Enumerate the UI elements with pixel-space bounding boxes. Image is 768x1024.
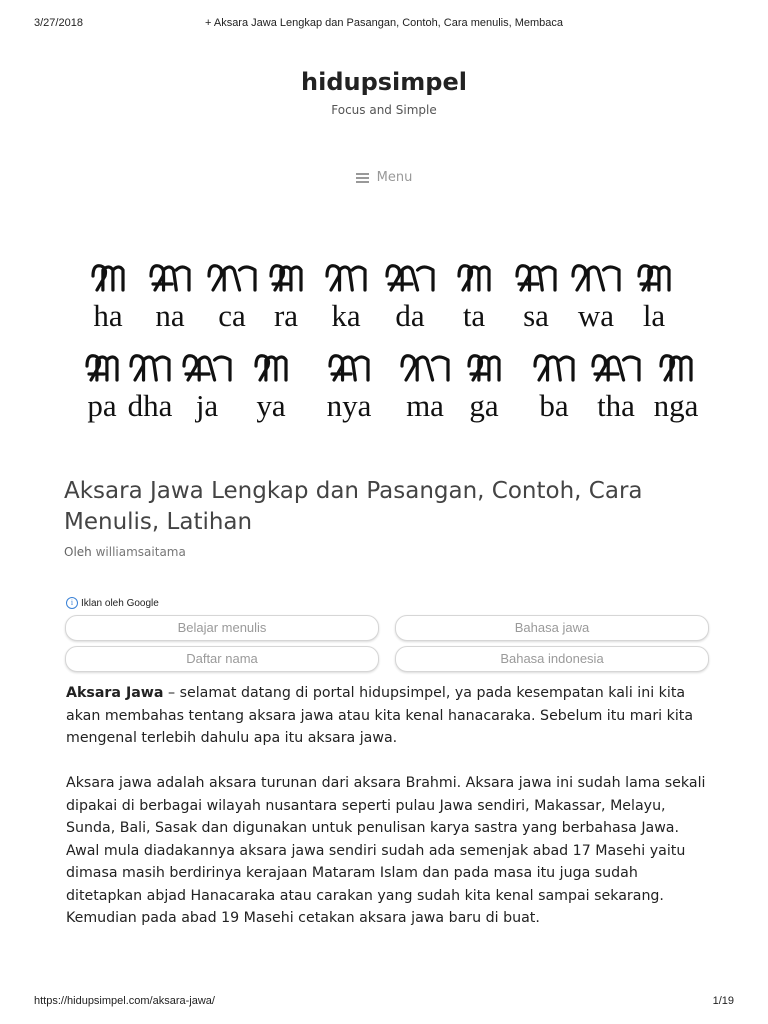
latin-syllable-ya: ya <box>256 388 286 423</box>
latin-syllable-tha: tha <box>597 388 635 423</box>
javanese-glyph-ba <box>535 356 573 380</box>
ad-button-bahasa-indonesia[interactable]: Bahasa indonesia <box>395 646 709 672</box>
javanese-glyph-ha <box>93 266 123 290</box>
javanese-glyph-ka <box>327 266 365 290</box>
javanese-glyph-nga <box>661 356 691 380</box>
latin-syllable-ma: ma <box>406 388 444 423</box>
ad-button-daftar-nama[interactable]: Daftar nama <box>65 646 379 672</box>
paragraph-intro-text: – selamat datang di portal hidupsimpel, ya pada kesempatan kali ini kita akan membahas tentang aksara jawa atau kita kenal hanacaraka. Sebelum itu mari kita mengenal terlebih dahulu apa itu aksara jawa. <box>66 685 694 746</box>
ad-label-text: Iklan oleh Google <box>81 597 159 609</box>
latin-syllable-sa: sa <box>523 298 549 333</box>
latin-syllable-ba: ba <box>539 388 569 423</box>
print-url: https://hidupsimpel.com/aksara-jawa/ <box>34 995 215 1007</box>
latin-syllable-dha: dha <box>127 388 173 423</box>
latin-syllable-ra: ra <box>273 298 299 333</box>
latin-syllable-wa: wa <box>577 298 615 333</box>
javanese-glyph-pa <box>87 356 117 380</box>
latin-syllable-na: na <box>155 298 185 333</box>
byline <box>64 545 186 559</box>
latin-syllable-nya: nya <box>326 388 372 423</box>
javanese-glyph-ma <box>402 356 448 380</box>
ad-button-belajar-menulis[interactable]: Belajar menulis <box>65 615 379 641</box>
aksara-jawa-chart-image <box>60 250 710 440</box>
javanese-glyph-tha <box>593 356 639 380</box>
print-header <box>0 17 768 31</box>
latin-syllable-pa: pa <box>87 388 117 423</box>
latin-syllable-da: da <box>395 298 425 333</box>
author-link[interactable]: williamsaitama <box>95 545 186 559</box>
latin-syllable-la: la <box>642 298 666 333</box>
byline-prefix: Oleh <box>64 545 92 559</box>
site-tagline: Focus and Simple <box>331 103 437 117</box>
paragraph-intro <box>66 682 716 750</box>
javanese-glyph-ta <box>459 266 489 290</box>
latin-syllable-ja: ja <box>195 388 219 423</box>
javanese-glyph-dha <box>131 356 169 380</box>
javanese-glyph-ya <box>256 356 286 380</box>
print-page-title: + Aksara Jawa Lengkap dan Pasangan, Contoh, Cara menulis, Membaca <box>204 17 564 29</box>
javanese-glyph-nya <box>330 356 368 380</box>
paragraph-history: Aksara jawa adalah aksara turunan dari aksara Brahmi. Aksara jawa ini sudah lama sekali dipakai di berbagai wilayah nusantara seperti pulau Jawa sendiri, Makassar, Melayu, Sunda, Bali, Sasak dan digunakan untuk penulisan karya sastra yang berbahasa Jawa. Awal mula diadakannya aksara jawa sendiri sudah ada semenjak abad 17 Masehi yaitu dimasa masih berdirinya kerajaan Mataram Islam dan pada masa itu juga sudah ditetapkan abjad Hanacaraka atau carakan yang sudah kita kenal sampai sekarang. Kemudian pada abad 19 Masehi cetakan aksara jawa baru di buat. <box>66 775 706 926</box>
javanese-glyph-da <box>387 266 433 290</box>
info-icon: i <box>66 597 78 609</box>
menu-toggle[interactable] <box>0 170 768 185</box>
ad-label[interactable] <box>66 597 159 609</box>
javanese-glyph-la <box>639 266 669 290</box>
latin-syllable-nga: nga <box>653 388 699 423</box>
latin-syllable-ha: ha <box>93 298 123 333</box>
javanese-glyph-na <box>151 266 189 290</box>
print-footer <box>0 995 768 1009</box>
paragraph-intro-bold: Aksara Jawa <box>66 685 164 701</box>
latin-syllable-ga: ga <box>469 388 499 423</box>
javanese-glyph-ga <box>469 356 499 380</box>
menu-label: Menu <box>376 170 413 185</box>
article-title: Aksara Jawa Lengkap dan Pasangan, Contoh, Cara Menulis, Latihan <box>64 478 643 535</box>
javanese-glyph-sa <box>517 266 555 290</box>
javanese-glyph-ja <box>184 356 230 380</box>
hamburger-icon <box>356 171 369 185</box>
site-brand[interactable]: hidupsimpel <box>301 68 467 96</box>
print-page-number: 1/19 <box>712 995 734 1007</box>
ad-button-bahasa-jawa[interactable]: Bahasa jawa <box>395 615 709 641</box>
javanese-glyph-wa <box>573 266 619 290</box>
javanese-glyph-ra <box>271 266 301 290</box>
latin-syllable-ca: ca <box>218 298 246 333</box>
javanese-glyph-ca <box>209 266 255 290</box>
latin-syllable-ka: ka <box>331 298 361 333</box>
print-date: 3/27/2018 <box>34 17 83 29</box>
latin-syllable-ta: ta <box>462 298 486 333</box>
